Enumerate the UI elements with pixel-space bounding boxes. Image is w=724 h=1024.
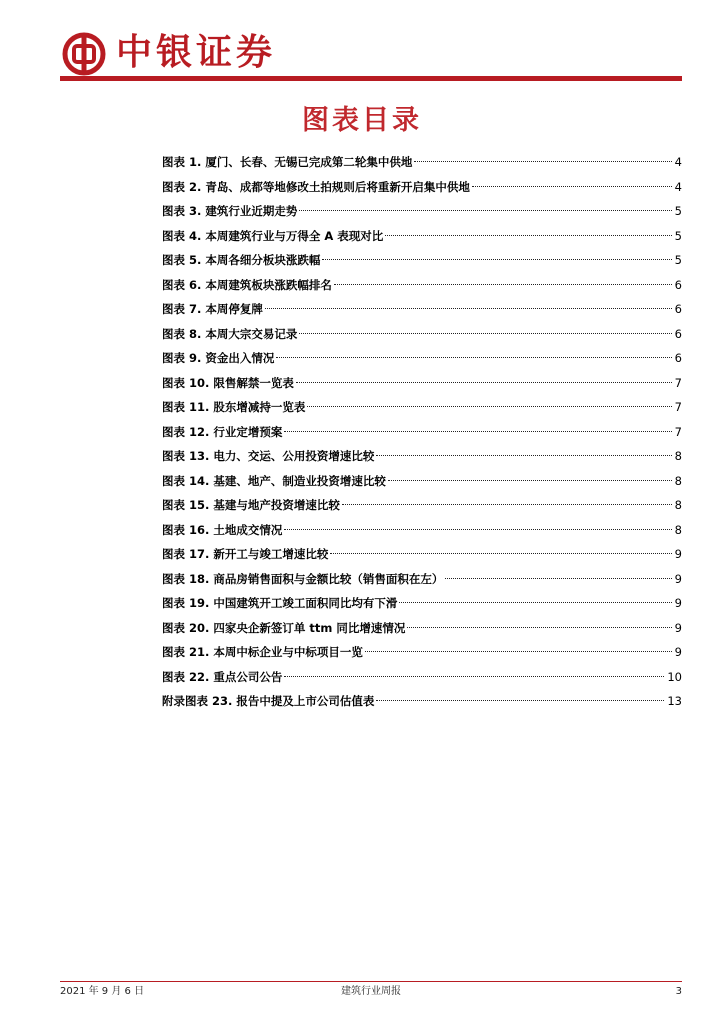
toc-item-label[interactable]: 图表 6. 本周建筑板块涨跌幅排名 <box>162 277 332 292</box>
toc-item[interactable] <box>162 175 682 200</box>
footer-date: 2021 年 9 月 6 日 <box>60 986 145 997</box>
bank-of-china-logo-icon <box>62 32 106 76</box>
toc-item-leader-dots <box>376 699 664 701</box>
toc-item[interactable] <box>162 346 682 371</box>
toc-item[interactable] <box>162 444 682 469</box>
toc-item-leader-dots <box>284 528 671 530</box>
toc-item-label[interactable]: 图表 21. 本周中标企业与中标项目一览 <box>162 645 363 659</box>
footer-page-number: 3 <box>675 986 682 997</box>
toc-item-page[interactable]: 9 <box>674 571 682 586</box>
toc-item-leader-dots <box>296 381 672 383</box>
toc-item-leader-dots <box>307 405 671 407</box>
toc-item[interactable] <box>162 616 682 641</box>
toc-item-page[interactable]: 4 <box>674 155 682 169</box>
toc-item-page[interactable]: 7 <box>674 375 682 390</box>
toc-item-label[interactable]: 图表 7. 本周停复牌 <box>162 302 263 316</box>
toc-item-label[interactable]: 图表 20. 四家央企新签订单 ttm 同比增速情况 <box>162 620 406 635</box>
toc-item-leader-dots <box>445 577 671 579</box>
toc-item[interactable] <box>162 150 682 175</box>
toc-item-label[interactable]: 图表 9. 资金出入情况 <box>162 351 275 365</box>
header-divider <box>60 76 682 81</box>
toc-item[interactable] <box>162 322 682 347</box>
toc-item-page[interactable]: 4 <box>674 179 682 194</box>
toc-item-page[interactable]: 9 <box>674 547 682 561</box>
toc-item-label[interactable]: 图表 18. 商品房销售面积与金额比较（销售面积在左） <box>162 571 444 586</box>
page-header <box>60 22 682 84</box>
brand-name: 中银证券 <box>116 31 277 73</box>
toc-item[interactable] <box>162 371 682 396</box>
toc-item-page[interactable]: 5 <box>674 253 682 267</box>
toc-item-label[interactable]: 图表 15. 基建与地产投资增速比较 <box>162 498 340 512</box>
toc-item[interactable] <box>162 542 682 567</box>
toc-item-leader-dots <box>322 258 671 260</box>
toc-list <box>162 150 682 714</box>
toc-item-page[interactable]: 6 <box>674 302 682 316</box>
toc-item-label[interactable]: 图表 17. 新开工与竣工增速比较 <box>162 547 329 561</box>
toc-item-page[interactable]: 9 <box>674 620 682 635</box>
toc-item-leader-dots <box>284 675 664 677</box>
toc-item-page[interactable]: 8 <box>674 522 682 537</box>
toc-item-leader-dots <box>334 283 672 285</box>
toc-item-page[interactable]: 8 <box>674 498 682 512</box>
toc-item-leader-dots <box>376 454 671 456</box>
toc-item[interactable] <box>162 297 682 322</box>
toc-item-page[interactable]: 7 <box>674 400 682 414</box>
toc-item-page[interactable]: 8 <box>674 473 682 488</box>
toc-item[interactable] <box>162 420 682 445</box>
toc-item-label[interactable]: 图表 22. 重点公司公告 <box>162 669 283 684</box>
toc-item[interactable] <box>162 689 682 714</box>
toc-item[interactable] <box>162 567 682 592</box>
toc-title: 图表目录 <box>302 105 422 136</box>
toc-item-label[interactable]: 附录图表 23. 报告中提及上市公司估值表 <box>162 694 375 708</box>
toc-item[interactable] <box>162 493 682 518</box>
toc-item-leader-dots <box>407 626 671 628</box>
toc-item-label[interactable]: 图表 12. 行业定增预案 <box>162 424 283 439</box>
toc-item-label[interactable]: 图表 3. 建筑行业近期走势 <box>162 204 298 218</box>
toc-item-label[interactable]: 图表 14. 基建、地产、制造业投资增速比较 <box>162 473 386 488</box>
toc-item[interactable] <box>162 591 682 616</box>
toc-item[interactable] <box>162 518 682 543</box>
page-footer <box>60 984 682 1000</box>
toc-item[interactable] <box>162 224 682 249</box>
toc-item-leader-dots <box>330 552 671 554</box>
toc-item-leader-dots <box>365 650 672 652</box>
toc-item[interactable] <box>162 640 682 665</box>
toc-item-leader-dots <box>265 307 672 309</box>
toc-item-page[interactable]: 5 <box>674 228 682 243</box>
toc-item-leader-dots <box>284 430 671 432</box>
toc-item-leader-dots <box>414 160 671 162</box>
toc-item-page[interactable]: 5 <box>674 204 682 218</box>
toc-item[interactable] <box>162 665 682 690</box>
toc-item[interactable] <box>162 469 682 494</box>
toc-item-label[interactable]: 图表 10. 限售解禁一览表 <box>162 375 294 390</box>
toc-item-page[interactable]: 6 <box>674 351 682 365</box>
toc-item-label[interactable]: 图表 2. 青岛、成都等地修改土拍规则后将重新开启集中供地 <box>162 179 470 194</box>
toc-item-page[interactable]: 8 <box>674 449 682 463</box>
toc-item-page[interactable]: 7 <box>674 424 682 439</box>
footer-report-name: 建筑行业周报 <box>341 986 401 997</box>
toc-item-label[interactable]: 图表 5. 本周各细分板块涨跌幅 <box>162 253 321 267</box>
toc-item-page[interactable]: 9 <box>674 596 682 610</box>
toc-item-page[interactable]: 9 <box>674 645 682 659</box>
toc-item[interactable] <box>162 199 682 224</box>
toc-item[interactable] <box>162 248 682 273</box>
toc-item-leader-dots <box>399 601 671 603</box>
toc-item-page[interactable]: 6 <box>674 277 682 292</box>
toc-item-leader-dots <box>388 479 672 481</box>
toc-item[interactable] <box>162 273 682 298</box>
toc-item-label[interactable]: 图表 11. 股东增减持一览表 <box>162 400 306 414</box>
toc-item-label[interactable]: 图表 4. 本周建筑行业与万得全 A 表现对比 <box>162 228 384 243</box>
toc-item-label[interactable]: 图表 1. 厦门、长春、无锡已完成第二轮集中供地 <box>162 155 413 169</box>
toc-item-page[interactable]: 13 <box>667 694 682 708</box>
toc-item-leader-dots <box>299 209 671 211</box>
toc-item-page[interactable]: 10 <box>667 669 682 684</box>
toc-item-label[interactable]: 图表 16. 土地成交情况 <box>162 522 283 537</box>
toc-item[interactable] <box>162 395 682 420</box>
toc-item-label[interactable]: 图表 8. 本周大宗交易记录 <box>162 326 298 341</box>
toc-item-label[interactable]: 图表 19. 中国建筑开工竣工面积同比均有下滑 <box>162 596 398 610</box>
toc-item-leader-dots <box>299 332 671 334</box>
toc-item-label[interactable]: 图表 13. 电力、交运、公用投资增速比较 <box>162 449 375 463</box>
toc-item-leader-dots <box>276 356 671 358</box>
footer-divider <box>60 981 682 982</box>
toc-item-page[interactable]: 6 <box>674 326 682 341</box>
toc-item-leader-dots <box>342 503 672 505</box>
toc-item-leader-dots <box>385 234 671 236</box>
toc-item-leader-dots <box>472 185 672 187</box>
